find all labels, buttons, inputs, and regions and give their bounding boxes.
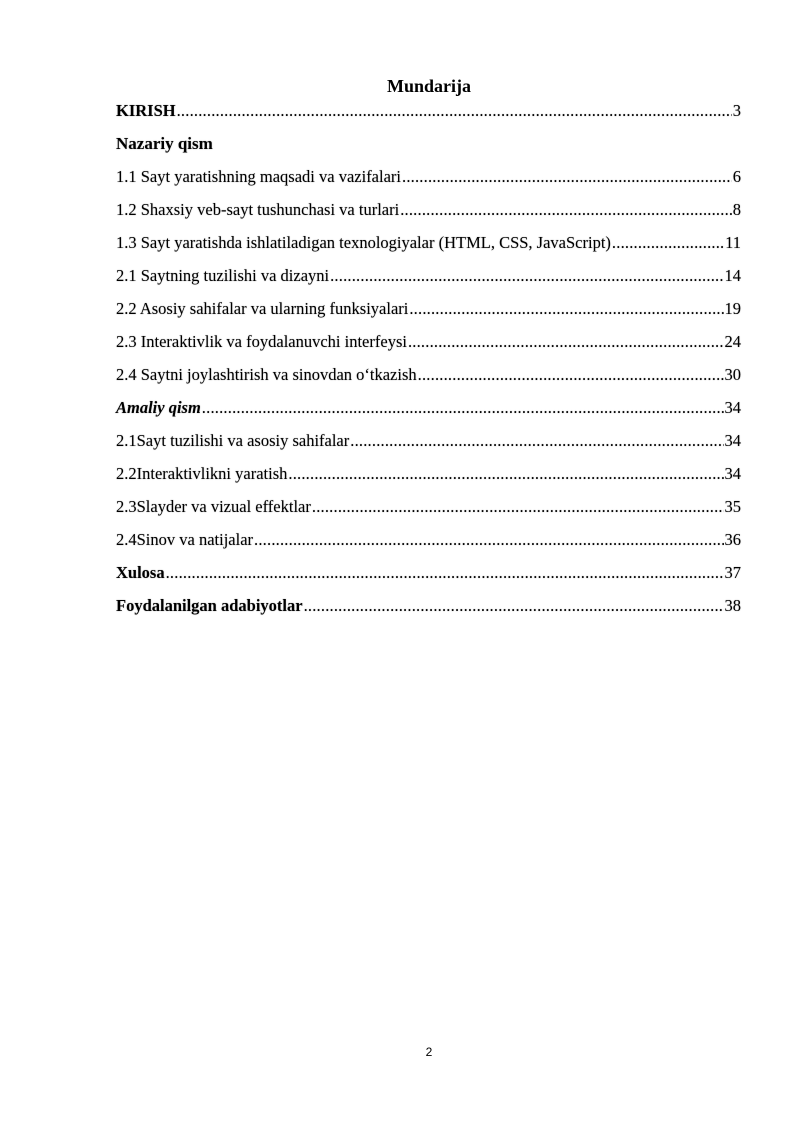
dot-leader bbox=[177, 100, 732, 122]
toc-entry-kirish[interactable] bbox=[116, 100, 741, 122]
toc-entry[interactable] bbox=[116, 232, 741, 254]
toc-entry-page: 34 bbox=[724, 464, 741, 483]
toc-entry-label: 1.2 Shaxsiy veb-sayt tushunchasi va turlari bbox=[116, 200, 400, 219]
dot-leader bbox=[312, 496, 724, 518]
toc-title: Mundarija bbox=[386, 76, 471, 96]
page-number: 2 bbox=[425, 1045, 433, 1059]
toc-entry-page: 38 bbox=[724, 596, 741, 615]
toc-entry[interactable] bbox=[116, 166, 741, 188]
toc-entry-page: 34 bbox=[724, 398, 741, 417]
table-of-contents bbox=[116, 100, 741, 617]
toc-entry-page: 6 bbox=[732, 167, 741, 186]
toc-entry-page: 36 bbox=[724, 530, 741, 549]
toc-entry[interactable] bbox=[116, 364, 741, 386]
toc-entry-xulosa[interactable] bbox=[116, 562, 741, 584]
dot-leader bbox=[402, 166, 732, 188]
toc-entry[interactable] bbox=[116, 463, 741, 485]
dot-leader bbox=[288, 463, 723, 485]
toc-entry-page: 11 bbox=[725, 233, 741, 252]
toc-entry-label: Foydalanilgan adabiyotlar bbox=[116, 596, 303, 615]
toc-entry-page: 30 bbox=[724, 365, 741, 384]
toc-entry[interactable] bbox=[116, 331, 741, 353]
toc-entry-label: 2.2Interaktivlikni yaratish bbox=[116, 464, 288, 483]
toc-entry-label: 2.3Slayder va vizual effektlar bbox=[116, 497, 311, 516]
toc-entry-page: 8 bbox=[732, 200, 741, 219]
toc-entry-label: 2.3 Interaktivlik va foydalanuvchi interfeysi bbox=[116, 332, 407, 351]
toc-entry-label: Amaliy qism bbox=[116, 398, 201, 417]
toc-entry-page: 37 bbox=[724, 563, 741, 582]
toc-entry-label: Xulosa bbox=[116, 563, 165, 582]
toc-entry[interactable] bbox=[116, 529, 741, 551]
dot-leader bbox=[254, 529, 723, 551]
toc-entry-label: 1.3 Sayt yaratishda ishlatiladigan texnologiyalar (HTML, CSS, JavaScript) bbox=[116, 233, 611, 252]
toc-entry-page: 34 bbox=[724, 431, 741, 450]
toc-entry-page: 19 bbox=[724, 299, 741, 318]
toc-entry-label: KIRISH bbox=[116, 101, 176, 120]
toc-entry-page: 24 bbox=[724, 332, 741, 351]
toc-entry-page: 14 bbox=[724, 266, 741, 285]
section-heading-nazariy: Nazariy qism bbox=[116, 134, 213, 153]
dot-leader bbox=[330, 265, 723, 287]
toc-entry-label: 2.1Sayt tuzilishi va asosiy sahifalar bbox=[116, 431, 350, 450]
toc-entry[interactable] bbox=[116, 496, 741, 518]
dot-leader bbox=[409, 298, 723, 320]
dot-leader bbox=[350, 430, 723, 452]
toc-entry[interactable] bbox=[116, 298, 741, 320]
dot-leader bbox=[408, 331, 724, 353]
toc-entry-label: 2.4 Saytni joylashtirish va sinovdan o‘tkazish bbox=[116, 365, 417, 384]
toc-entry-page: 3 bbox=[732, 101, 741, 120]
toc-entry-label: 2.1 Saytning tuzilishi va dizayni bbox=[116, 266, 330, 285]
dot-leader bbox=[418, 364, 724, 386]
dot-leader bbox=[166, 562, 724, 584]
dot-leader bbox=[400, 199, 732, 221]
dot-leader bbox=[612, 232, 724, 254]
toc-entry-label: 1.1 Sayt yaratishning maqsadi va vazifalari bbox=[116, 167, 401, 186]
toc-entry[interactable] bbox=[116, 430, 741, 452]
toc-entry[interactable] bbox=[116, 199, 741, 221]
toc-entry-adabiyotlar[interactable] bbox=[116, 595, 741, 617]
toc-entry-amaliy[interactable] bbox=[116, 397, 741, 419]
toc-entry-label: 2.2 Asosiy sahifalar va ularning funksiyalari bbox=[116, 299, 409, 318]
dot-leader bbox=[304, 595, 724, 617]
toc-entry[interactable] bbox=[116, 265, 741, 287]
toc-entry-label: 2.4Sinov va natijalar bbox=[116, 530, 254, 549]
toc-entry-page: 35 bbox=[724, 497, 741, 516]
dot-leader bbox=[202, 397, 724, 419]
